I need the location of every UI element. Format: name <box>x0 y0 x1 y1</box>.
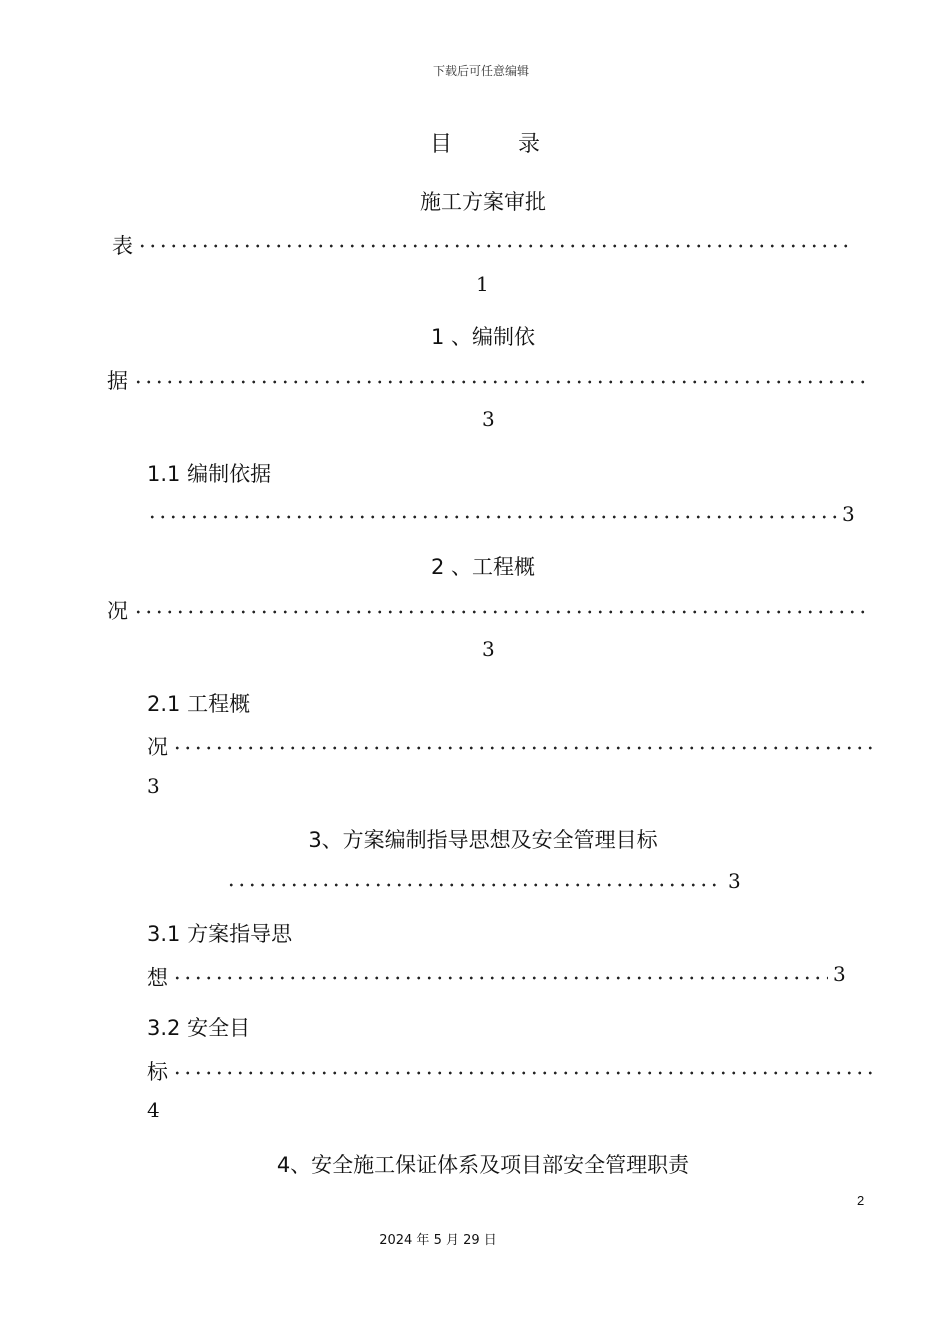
toc-leader-dots <box>133 380 869 384</box>
toc-leader-dots <box>133 610 869 614</box>
footer-date: 2024 年 5 月 29 日 <box>379 1233 497 1248</box>
page-number: 2 <box>857 1193 865 1208</box>
toc-entry-page: 3 <box>728 869 741 893</box>
toc-entry-title[interactable]: 1 、编制依 <box>430 325 536 349</box>
toc-entry-continuation: 表 <box>112 234 133 258</box>
toc-entry-title[interactable]: 2 、工程概 <box>430 555 536 579</box>
toc-entry-continuation: 况 <box>147 735 168 759</box>
toc-entry-continuation: 想 <box>147 966 168 990</box>
toc-entry-continuation: 况 <box>107 599 128 623</box>
toc-leader-dots <box>137 244 851 248</box>
toc-entry-page: 1 <box>476 272 489 296</box>
toc-entry-title[interactable]: 3.1 方案指导思 <box>147 922 293 946</box>
toc-entry-page: 3 <box>147 774 160 798</box>
toc-entry-title[interactable]: 2.1 工程概 <box>147 692 251 716</box>
toc-title-left: 目 <box>429 132 452 157</box>
toc-leader-dots <box>172 1071 878 1075</box>
toc-entry-title[interactable]: 4、安全施工保证体系及项目部安全管理职责 <box>276 1153 690 1177</box>
toc-entry-title[interactable]: 3.2 安全目 <box>147 1016 251 1040</box>
toc-entry-title[interactable]: 1.1 编制依据 <box>147 462 272 486</box>
toc-leader-dots <box>172 976 828 980</box>
toc-title-right: 录 <box>518 132 541 157</box>
toc-entry-page: 3 <box>482 407 495 431</box>
toc-leader-dots <box>226 883 716 887</box>
toc-entry-page: 3 <box>842 502 855 526</box>
page-header-note: 下载后可任意编辑 <box>432 64 529 78</box>
toc-entry-continuation: 标 <box>147 1060 168 1084</box>
toc-entry-title[interactable]: 施工方案审批 <box>420 190 546 214</box>
toc-entry-page: 4 <box>147 1098 160 1122</box>
toc-leader-dots <box>147 515 837 519</box>
toc-entry-continuation: 据 <box>107 369 128 393</box>
toc-entry-title[interactable]: 3、方案编制指导思想及安全管理目标 <box>308 828 658 852</box>
toc-entry-page: 3 <box>833 962 846 986</box>
toc-leader-dots <box>172 746 878 750</box>
toc-entry-page: 3 <box>482 637 495 661</box>
toc-title <box>0 127 950 158</box>
